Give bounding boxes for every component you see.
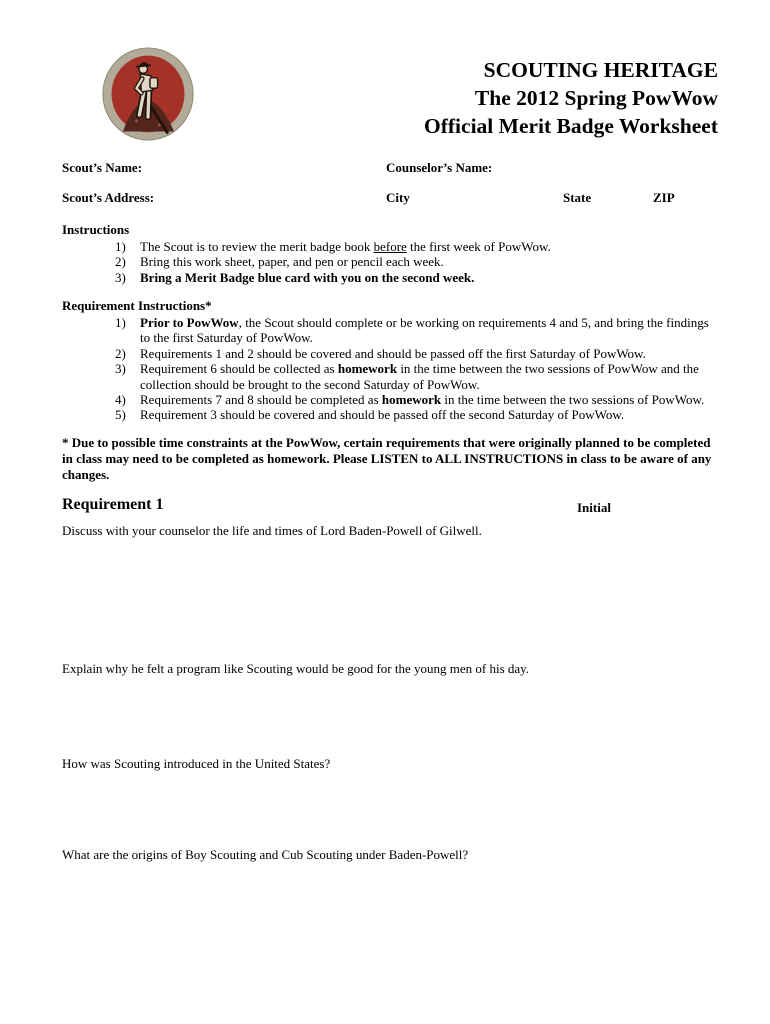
list-item (62, 270, 720, 285)
list-item (62, 407, 720, 422)
question-baden-powell-life: Discuss with your counselor the life and times of Lord Baden-Powell of Gilwell. (62, 523, 482, 538)
list-item (62, 239, 720, 254)
zip-label: ZIP (653, 190, 675, 205)
requirement-instructions-list (62, 315, 720, 423)
merit-badge-logo (100, 46, 196, 142)
requirement1-header (62, 497, 720, 517)
list-item-text: , the Scout should complete or be working on requirements 4 and 5, and bring the findings to the first Saturday of PowWow. (140, 315, 709, 346)
counselors-name-label: Counselor’s Name: (386, 160, 493, 175)
list-item (62, 315, 720, 346)
list-item-text: before (373, 239, 407, 254)
list-item-text: in the time between the two sessions of PowWow. (441, 392, 705, 408)
list-item (62, 346, 720, 361)
list-item-text: in the time between the two sessions of PowWow and the collection should be brought to the second Saturday of PowWow. (140, 361, 699, 392)
state-label: State (563, 190, 592, 205)
list-item-text: Requirements 7 and 8 should be completed as (140, 392, 382, 408)
doc-title-line-3: Official Merit Badge Worksheet (424, 114, 718, 138)
scouts-name-label: Scout’s Name: (62, 160, 143, 175)
hiker-backpack (150, 78, 158, 89)
list-item-text: Requirement 3 should be covered and should be passed off the second Saturday of PowWow. (140, 407, 625, 423)
doc-title-line-1: SCOUTING HERITAGE (483, 58, 718, 82)
hiker-badge-icon (100, 46, 196, 142)
address-row (62, 190, 730, 206)
list-item-text: Bring this work sheet, paper, and pen or pencil each week. (140, 254, 444, 270)
list-item (62, 392, 720, 407)
list-item-text: Bring a Merit Badge blue card with you on the second week. (140, 269, 475, 285)
question-origins-boy-cub-scouting: What are the origins of Boy Scouting and Cub Scouting under Baden-Powell? (62, 847, 469, 862)
list-item-text: homework (337, 361, 398, 377)
doc-title-line-2: The 2012 Spring PowWow (474, 86, 718, 110)
mound-texture-dot (135, 119, 138, 122)
instructions-list (62, 239, 720, 285)
instructions-section (62, 222, 720, 285)
city-label: City (386, 190, 410, 205)
document-title (424, 56, 718, 140)
instructions-heading: Instructions (62, 222, 130, 237)
requirement1-heading: Requirement 1 (62, 496, 164, 513)
list-item-text: Prior to PowWow (140, 315, 239, 330)
list-item-text: homework (381, 392, 442, 408)
list-item (62, 361, 720, 392)
name-row (62, 160, 730, 176)
list-item-text: Requirements 1 and 2 should be covered and should be passed off the first Saturday of PowWow. (140, 345, 646, 361)
list-item-text: Requirement 6 should be collected as (140, 361, 338, 377)
question-why-scouting-good: Explain why he felt a program like Scouting would be good for the young men of his day. (62, 661, 530, 676)
list-item-text: the first week of PowWow. (406, 239, 551, 254)
initial-label: Initial (577, 500, 611, 515)
requirement-instructions-heading: Requirement Instructions* (62, 298, 212, 313)
list-item (62, 254, 720, 269)
question-scouting-in-us: How was Scouting introduced in the United States? (62, 756, 331, 771)
time-constraints-footnote: * Due to possible time constraints at the PowWow, certain requirements that were originally planned to be completed in class may need to be completed as homework. Please LISTEN to ALL INSTRUCTIONS in class to be aware of any changes. (62, 435, 712, 482)
list-item-text: The Scout is to review the merit badge book (140, 239, 374, 254)
scouts-address-label: Scout’s Address: (62, 190, 155, 205)
requirement-instructions-section (62, 298, 720, 423)
